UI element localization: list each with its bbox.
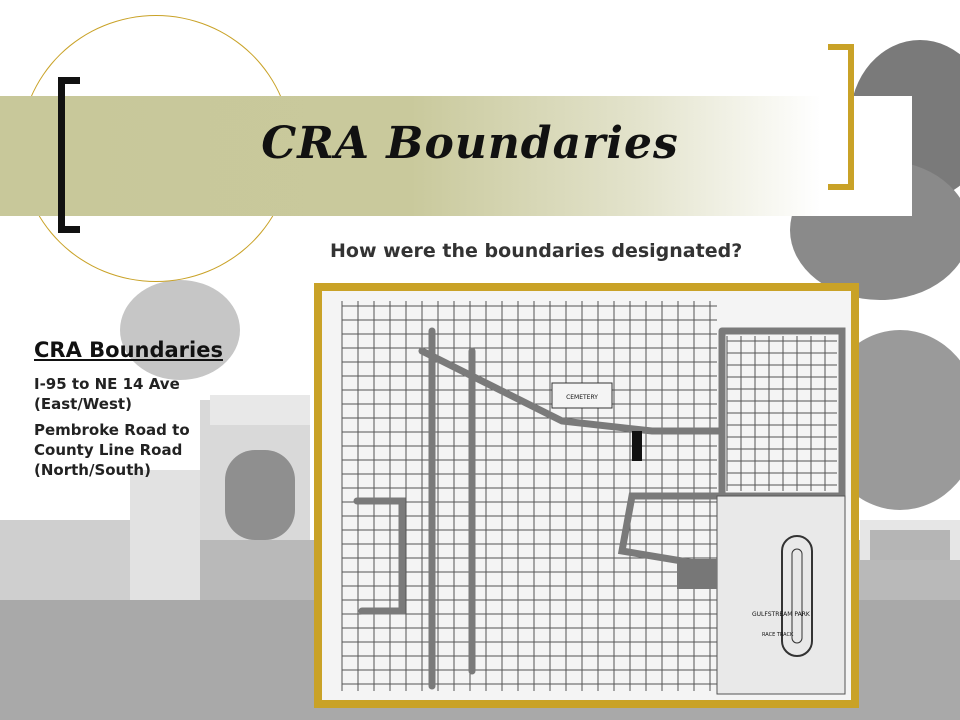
right-bracket bbox=[828, 44, 854, 190]
left-bracket bbox=[58, 77, 80, 233]
side-panel bbox=[34, 338, 284, 486]
cemetery-label: CEMETERY bbox=[566, 394, 598, 401]
side-heading: CRA Boundaries bbox=[34, 338, 223, 362]
question-text: How were the boundaries designated? bbox=[330, 240, 743, 262]
boundary-north-south: Pembroke Road to County Line Road (North/South) bbox=[34, 421, 190, 479]
cra-boundary-map bbox=[322, 291, 851, 700]
race-track-label: RACE TRACK bbox=[762, 632, 794, 638]
gulfstream-label: GULFSTREAM PARK bbox=[752, 611, 810, 618]
slide-title: CRA Boundaries bbox=[261, 118, 679, 169]
boundary-east-west: I-95 to NE 14 Ave (East/West) bbox=[34, 375, 180, 413]
map-frame bbox=[314, 283, 859, 708]
